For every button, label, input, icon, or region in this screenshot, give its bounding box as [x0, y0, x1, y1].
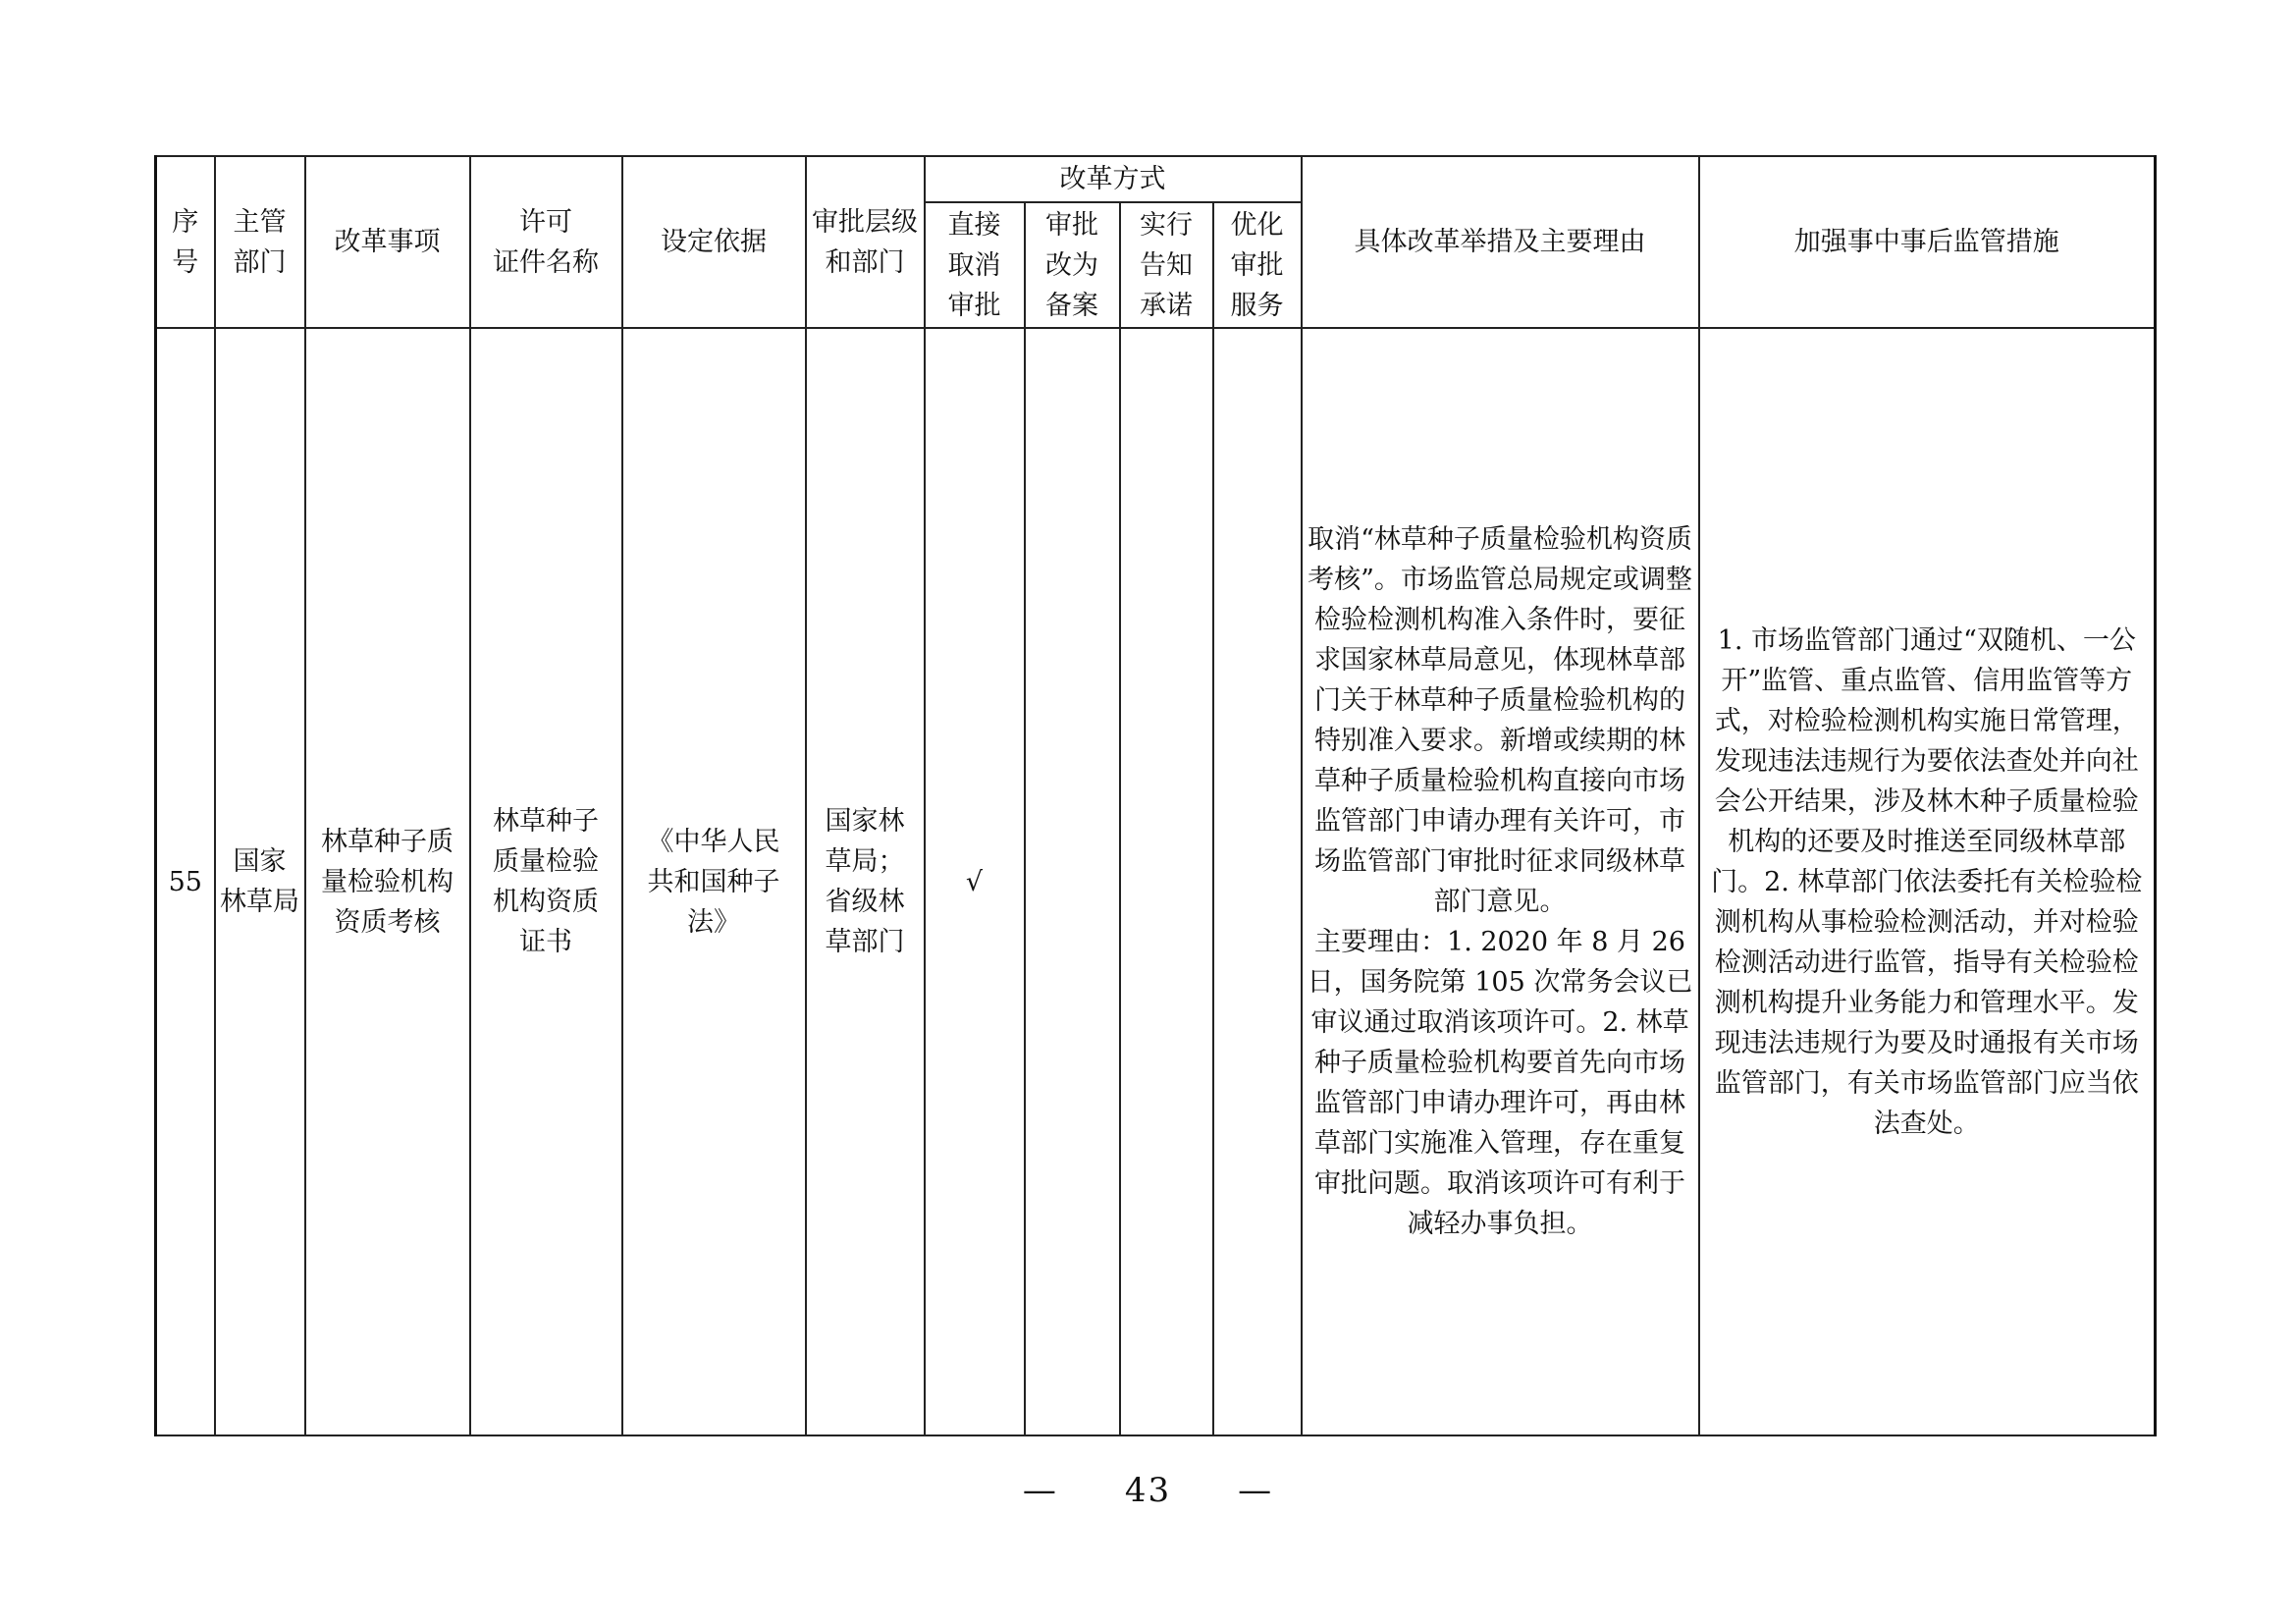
row-method-filing	[1025, 328, 1120, 1435]
header-license: 许可 证件名称	[470, 156, 622, 328]
reform-table	[154, 155, 2157, 1436]
row-method-cancel-check: √	[925, 328, 1025, 1435]
row-method-optimize	[1213, 328, 1302, 1435]
row-dept: 国家 林草局	[215, 328, 305, 1435]
header-measures: 具体改革举措及主要理由	[1302, 156, 1699, 328]
row-supervision: 1. 市场监管部门通过“双随机、一公开”监管、重点监管、信用监管等方式，对检验检测机构实施日常管理，发现违法违规行为要依法查处并向社会公开结果，涉及林木种子质量检验机构的还要及时推送至同级林草部门。2. 林草部门依法委托有关检验检测机构从事检验检测活动，并对检验检测活动进行监管，指导有关检验检测机构提升业务能力和管理水平。发现违法违规行为要及时通报有关市场监管部门，有关市场监管部门应当依法查处。	[1699, 328, 2156, 1435]
header-method-filing: 审批 改为 备案	[1025, 202, 1120, 328]
page-footer	[0, 1471, 2296, 1510]
row-item: 林草种子质 量检验机构 资质考核	[305, 328, 470, 1435]
header-level: 审批层级 和部门	[806, 156, 925, 328]
header-basis: 设定依据	[622, 156, 806, 328]
row-basis: 《中华人民 共和国种子 法》	[622, 328, 806, 1435]
header-supervision: 加强事中事后监管措施	[1699, 156, 2156, 328]
page-number: 43	[1124, 1471, 1172, 1510]
row-seq: 55	[156, 328, 215, 1435]
table-row	[156, 328, 2156, 1435]
header-row-1	[156, 156, 2156, 202]
row-level: 国家林 草局； 省级林 草部门	[806, 328, 925, 1435]
header-method-optimize: 优化 审批 服务	[1213, 202, 1302, 328]
row-measures: 取消“林草种子质量检验机构资质考核”。市场监管总局规定或调整检验检测机构准入条件时，要征求国家林草局意见，体现林草部门关于林草种子质量检验机构的特别准入要求。新增或续期的林草种子质量检验机构直接向市场监管部门申请办理有关许可，市场监管部门审批时征求同级林草部门意见。 主要理由：1. 2020 年 8 月 26 日，国务院第 105 次常务会议已审议通过取消该项许可。2. 林草种子质量检验机构要首先向市场监管部门申请办理许可，再由林草部门实施准入管理，存在重复审批问题。取消该项许可有利于减轻办事负担。	[1302, 328, 1699, 1435]
header-method-commitment: 实行 告知 承诺	[1120, 202, 1213, 328]
row-method-commitment	[1120, 328, 1213, 1435]
header-method-group: 改革方式	[925, 156, 1302, 202]
header-item: 改革事项	[305, 156, 470, 328]
header-dept: 主管 部门	[215, 156, 305, 328]
row-license: 林草种子 质量检验 机构资质 证书	[470, 328, 622, 1435]
footer-dash-left: —	[1022, 1471, 1058, 1510]
header-seq: 序 号	[156, 156, 215, 328]
header-method-cancel: 直接 取消 审批	[925, 202, 1025, 328]
footer-dash-right: —	[1238, 1471, 1274, 1510]
